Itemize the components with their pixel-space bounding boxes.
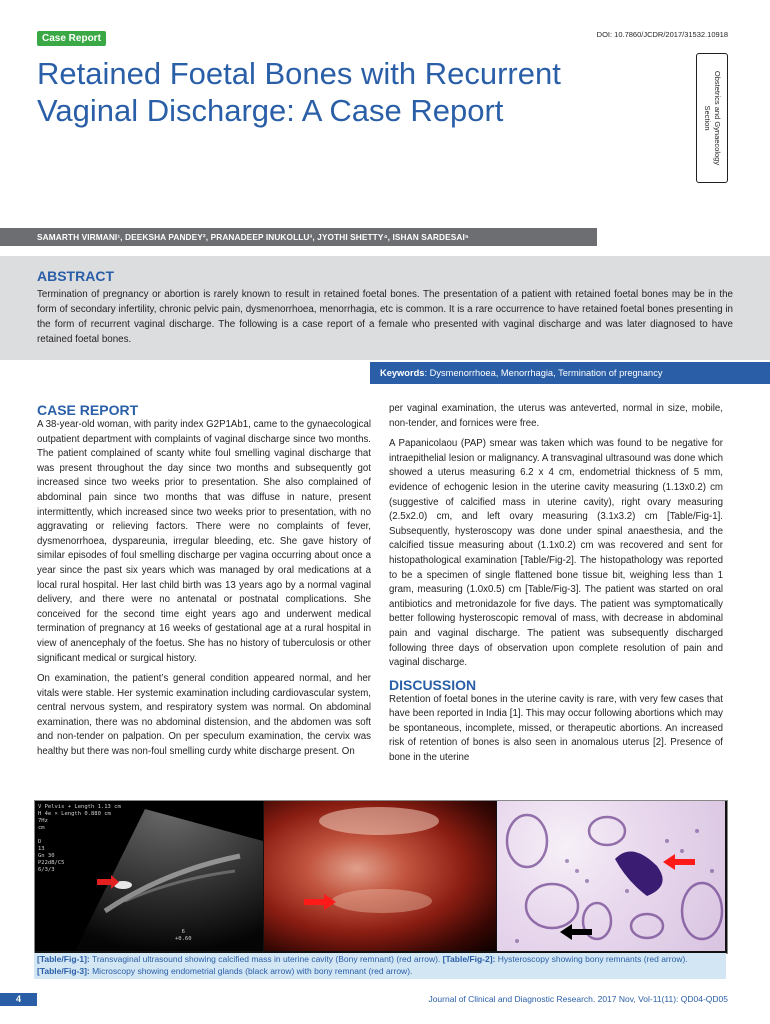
section-label-line-2: Section: [703, 105, 712, 131]
discussion-heading: DISCUSSION: [389, 676, 477, 693]
us-depth-line: +0.60: [175, 936, 192, 942]
us-line: P22dB/C5: [38, 860, 65, 866]
bony-remnant: [615, 851, 663, 896]
case-report-paragraph-4: A Papanicolaou (PAP) smear was taken which was found to be negative for intraepithelial lesion or malignancy. A transvaginal ultrasound was done which showed a uterus measuring 6.2 x 4 cm, endometrial thickness of 5 mm, evidence of echogenic lesion in the uterine cavity measuring (1.13x0.2) cm (suggestive of calcified mass in uterine cavity), right ovary measuring (2.5x2.0) cm, and left ovary measuring (3.1x3.2) cm [Table/Fig-1]. Subsequently, hysteroscopy was done under spinal anaesthesia, and the calcified tissue measuring about (1.1x0.2) cm was recovered and sent for histopathological examination [Table/Fig-2]. The histopathology was reported to be a specimen of single flattened bone tissue bit, weighing less than 1 gram, measuring (1.0x0.5) cm [Table/Fig-3]. The patient was started on oral antibiotics and metronidazole for five days. The patient was symptomatically better following hysteroscopic removal of mass, with decrease in abdominal pain and vaginal discharge. The patient was subsequently discharged following three days of observation upon complete resolution of pain and vaginal discharge.: [389, 438, 723, 669]
us-line: D: [38, 839, 42, 845]
ultrasound-image: [35, 801, 263, 951]
keywords-bar: [370, 362, 770, 384]
section-label: [702, 71, 722, 165]
us-depth-line: 6: [181, 929, 185, 935]
authors-bar: SAMARTH VIRMANI¹, DEEKSHA PANDEY², PRANADEEP INUKOLLU³, JYOTHI SHETTY⁴, ISHAN SARDESAI⁵: [0, 228, 597, 246]
section-label-box: [696, 53, 728, 183]
us-line: [38, 832, 121, 839]
light-reflection: [319, 807, 439, 835]
title-line-1: Retained Foetal Bones with Recurrent: [37, 56, 561, 91]
article-type-badge: Case Report: [37, 31, 106, 46]
us-line: Gn 30: [38, 853, 55, 859]
discussion-paragraph-1: Retention of foetal bones in the uterine cavity is rare, with very few cases that have been reported in India [1]. This may occur following abortions which may be spontaneous, incomplete, missed, or therapeutic abortions. An increased risk of retention of bones is also seen in anomalous uterus [2]. Presence of bone in the uterine: [389, 693, 723, 764]
us-line: cm: [38, 825, 45, 831]
keywords-label: Keywords: [380, 368, 425, 378]
abstract-text: Termination of pregnancy or abortion is rarely known to result in retained foetal bones. The presentation of a patient with retained foetal bones may be in the form of secondary infertility, chronic pelvic pain, dysmenorrhoea, menorrhagia, etc is common. It is a rare occurrence to have retained foetal bones presenting in the form of recurrent vaginal discharge. The following is a case report of a female who presented with vaginal discharge and was later diagnosed to have retained foetal bones.: [37, 289, 733, 345]
red-arrow-fig2: [304, 894, 336, 910]
right-column: [389, 402, 723, 772]
ultrasound-depth-text: [175, 929, 192, 943]
bony-remnant-area: [332, 889, 432, 913]
microscopy-graphic: [497, 801, 725, 951]
us-line: H 4e × Length 0.880 cm: [38, 811, 111, 817]
caption-text-3: Microscopy showing endometrial glands (black arrow) with bony remnant (red arrow).: [89, 965, 413, 976]
caption-text-1: Transvaginal ultrasound showing calcified mass in uterine cavity (Bony remnant) (red arrow).: [89, 954, 443, 964]
us-line: 7Hz: [38, 818, 48, 824]
microscopy-image: [497, 801, 725, 951]
case-report-paragraph-3: per vaginal examination, the uterus was anteverted, normal in size, mobile, non-tender, and fornices were free.: [389, 403, 723, 429]
figure-caption: [37, 954, 725, 977]
hysteroscopy-graphic: [264, 801, 496, 951]
keywords-text: : Dysmenorrhoea, Menorrhagia, Termination of pregnancy: [424, 368, 663, 378]
abstract-heading: ABSTRACT: [37, 268, 114, 284]
left-column: [37, 402, 371, 766]
title-line-2: Vaginal Discharge: A Case Report: [37, 93, 504, 128]
page-number: 4: [0, 993, 37, 1006]
article-title: [37, 55, 637, 129]
us-line: V Pelvis + Length 1.13 cm: [38, 804, 121, 810]
case-report-paragraph-2: On examination, the patient’s general condition appeared normal, and her vitals were stable. Her systemic examination including cardiovascular system, central nervous system, and respiratory system was normal. On abdominal examination, there was no abdominal distension, and the abdomen was soft and non-tender on palpation. On per speculum examination, the cervix was healthy but there was non-foul smelling curdy white discharge present. On: [37, 673, 371, 758]
us-line: 13: [38, 846, 45, 852]
journal-footer: Journal of Clinical and Diagnostic Research. 2017 Nov, Vol-11(11): QD04-QD05: [428, 994, 728, 1004]
red-arrow-fig3: [663, 854, 695, 870]
caption-label-2: [Table/Fig-2]:: [442, 954, 496, 964]
doi: DOI: 10.7860/JCDR/2017/31532.10918: [596, 30, 728, 39]
caption-label-1: [Table/Fig-1]:: [37, 954, 90, 964]
ultrasound-overlay-text: [38, 804, 121, 874]
caption-label-3: [Table/Fig-3]:: [37, 965, 90, 976]
caption-text-2: Hysteroscopy showing bony remnants (red arrow).: [495, 954, 688, 964]
endometrial-glands: [507, 815, 722, 939]
case-report-paragraph-1: A 38-year-old woman, with parity index G2P1Ab1, came to the gynaecological outpatient department with complaints of vaginal discharge since two months. The patient complained of scanty white foul smelling vaginal discharge that was present throughout the day since two months and subsequently got increased since two weeks prior to presentation. She also complained of abdominal pain since two months that was diffuse in nature, present intermittently, which increased since two weeks prior to presentation, with no aggravating or relieving factors. There were no complaints of fever, dysmenorrhoea, dyspareunia, irregular bleeding, etc. She gave history of similar episodes of foul smelling discharge per vagina occurring about once a year since the past six years which was managed by oral medications at a local rural hospital. Her last child birth was 13 years ago by a normal vaginal delivery, and there were no antenatal or postnatal complications. She conceived for the second time eight years ago and underwent medical termination of pregnancy at 16 weeks of gestational age at a rural hospital in view of anencephaly of the foetus. She has no history of tuberculosis or other significant medical or surgical history.: [37, 419, 371, 664]
case-report-heading: CASE REPORT: [37, 402, 139, 418]
us-line: 6/3/3: [38, 867, 55, 873]
section-label-line-1: Obstetrics and Gynaecology: [713, 70, 722, 166]
hysteroscopy-image: [264, 801, 496, 951]
